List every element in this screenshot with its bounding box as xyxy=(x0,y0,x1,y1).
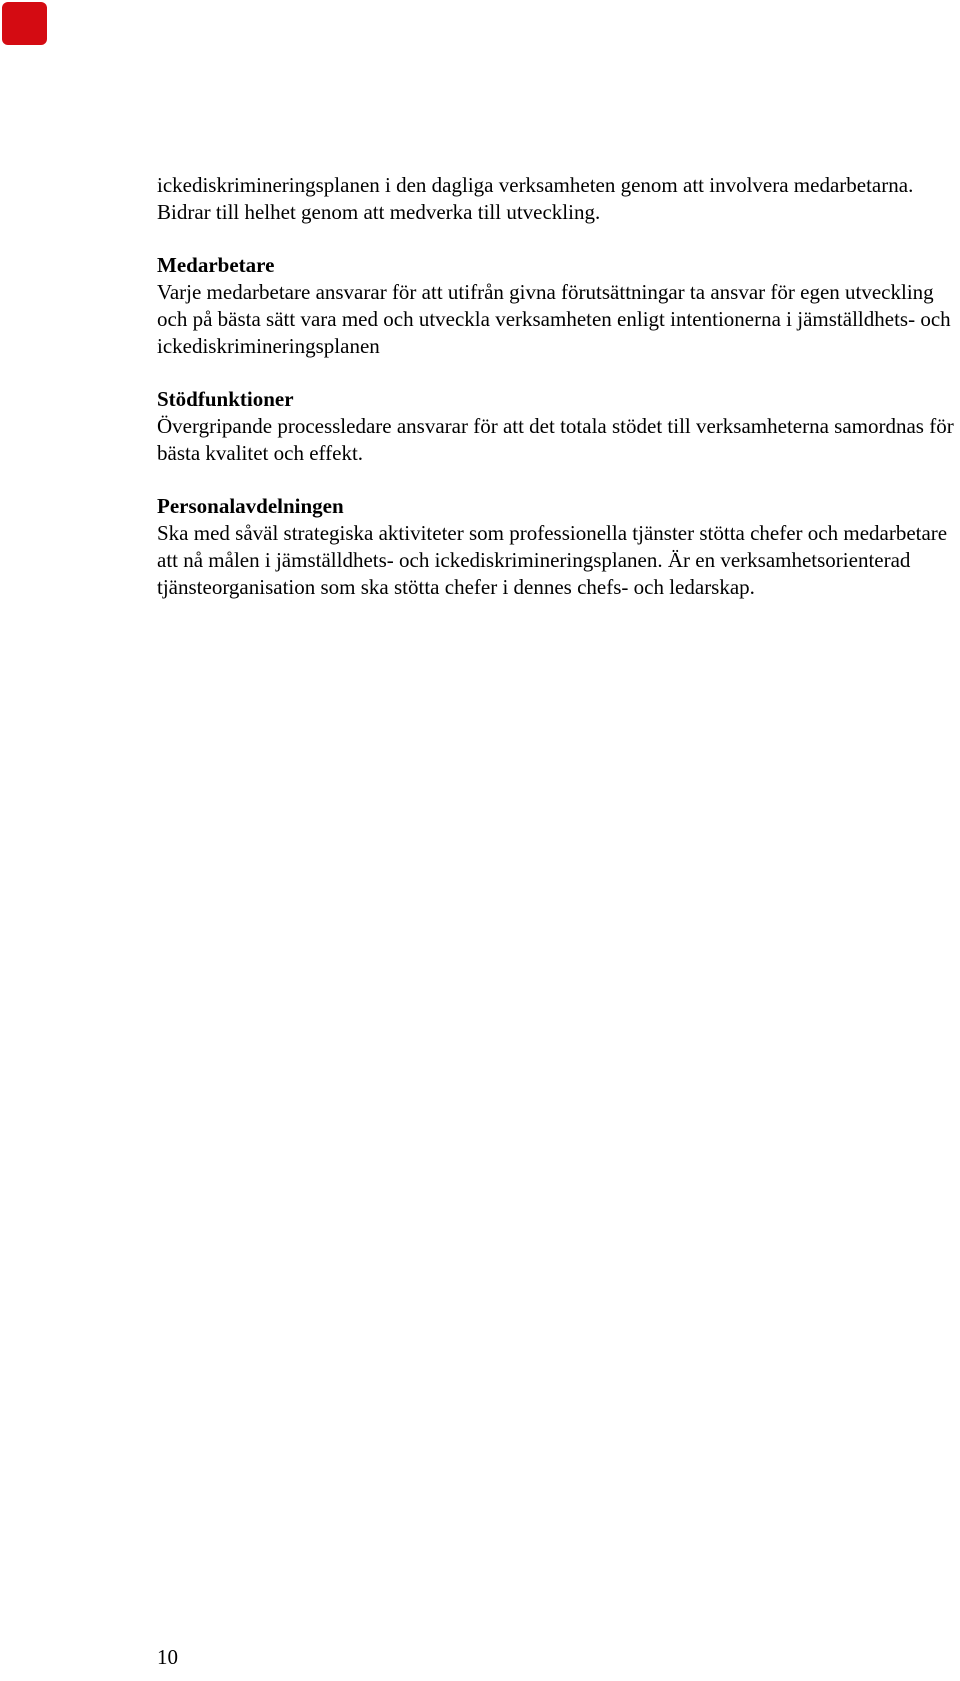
section-medarbetare xyxy=(157,252,957,360)
intro-paragraph: ickediskrimineringsplanen i den dagliga verksamheten genom att involvera medarbetarna. Bidrar till helhet genom att medverka till utveckling. xyxy=(157,173,914,224)
section-body: Ska med såväl strategiska aktiviteter som professionella tjänster stötta chefer och medarbetare att nå målen i jämställdhets- och ickediskrimineringsplanen. Är en verksamhetsorienterad tjänsteorganisation som ska stötta chefer i dennes chefs- och ledarskap. xyxy=(157,521,948,599)
document-body xyxy=(157,172,957,601)
section-body: Övergripande processledare ansvarar för att det totala stödet till verksamheterna samordnas för bästa kvalitet och effekt. xyxy=(157,414,954,465)
section-body: Varje medarbetare ansvarar för att utifrån givna förutsättningar ta ansvar för egen utveckling och på bästa sätt vara med och utveckla verksamheten enligt intentionerna i jämställdhets- och ickediskrimineringsplanen xyxy=(157,280,951,358)
section-heading: Stödfunktioner xyxy=(157,387,294,411)
corner-logo-mark xyxy=(2,2,47,45)
section-heading: Personalavdelningen xyxy=(157,494,344,518)
page-number: 10 xyxy=(157,1645,178,1669)
section-heading: Medarbetare xyxy=(157,253,275,277)
section-stodfunktioner xyxy=(157,386,957,467)
section-personalavdelningen xyxy=(157,493,957,601)
